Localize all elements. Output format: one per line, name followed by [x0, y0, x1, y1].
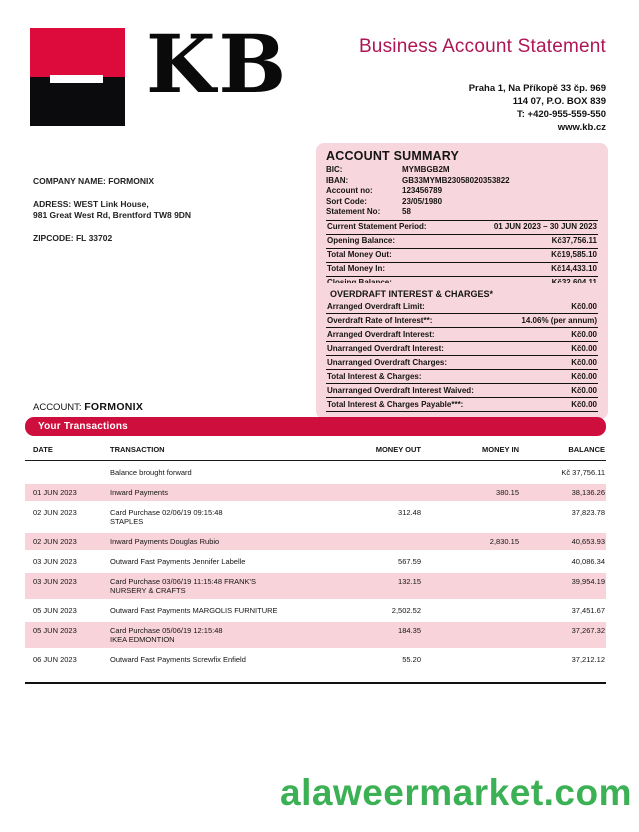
your-transactions-bar: Your Transactions [25, 417, 606, 436]
transaction-row [25, 651, 606, 668]
summary-balance-row [326, 249, 598, 263]
transaction-money-out: 184.35 [398, 626, 421, 635]
overdraft-row-value: Kč0.00 [571, 301, 597, 311]
account-label: ACCOUNT: [33, 402, 85, 413]
transaction-money-in: 380.15 [496, 488, 519, 497]
summary-balance-label: Opening Balance: [327, 236, 396, 245]
overdraft-row-value: Kč0.00 [571, 399, 597, 409]
summary-info-row [326, 207, 598, 218]
account-name: FORMONIX [84, 401, 144, 413]
overdraft-row-label: Unarranged Overdraft Interest: [327, 343, 444, 353]
overdraft-row-label: Total Interest & Charges: [327, 371, 422, 381]
summary-info-label: BIC: [326, 165, 343, 174]
transaction-balance: 37,451.67 [571, 606, 605, 615]
summary-info-row [326, 176, 598, 187]
transaction-money-out: 312.48 [398, 508, 421, 517]
overdraft-row-value: Kč0.00 [571, 385, 597, 395]
transaction-description-line-1: Outward Fast Payments Jennifer Labelle [110, 557, 246, 566]
summary-info-label: Statement No: [326, 207, 381, 216]
summary-balance-row [326, 221, 598, 235]
transaction-row [25, 622, 606, 648]
overdraft-row-label: Unarranged Overdraft Charges: [327, 357, 448, 367]
transaction-money-out: 567.59 [398, 557, 421, 566]
watermark-text: alaweermarket.com [280, 772, 632, 813]
transaction-description-line-2: STAPLES [110, 517, 144, 526]
kb-logo-red-half [30, 28, 125, 77]
header-money-out: MONEY OUT [375, 445, 421, 454]
overdraft-row-value: Kč0.00 [571, 357, 597, 367]
overdraft-row-value: Kč0.00 [571, 343, 597, 353]
transaction-description-line-1: Card Purchase 03/06/19 11:15:48 FRANK'S [110, 577, 256, 586]
transaction-date: 03 JUN 2023 [33, 557, 77, 566]
summary-info-value: 58 [402, 207, 411, 216]
transaction-description [110, 655, 356, 664]
summary-balance-label: Total Money Out: [327, 250, 392, 259]
transaction-money-in [421, 468, 519, 477]
overdraft-row [326, 356, 598, 370]
transaction-date: 01 JUN 2023 [33, 488, 77, 497]
transaction-date: 03 JUN 2023 [33, 577, 77, 586]
transaction-description-line-1: Balance brought forward [110, 468, 192, 477]
transaction-money-out: 55.20 [402, 655, 421, 664]
transaction-money-out: 2,502.52 [391, 606, 421, 615]
transaction-money-out: 132.15 [398, 577, 421, 586]
transaction-balance: 40,086.34 [571, 557, 605, 566]
transaction-description [110, 468, 356, 477]
transaction-description-line-2: NURSERY & CRAFTS [110, 586, 186, 595]
transaction-date: 05 JUN 2023 [33, 626, 77, 635]
summary-info-label: IBAN: [326, 175, 349, 185]
transaction-balance: 38,136.26 [571, 488, 605, 497]
transaction-money-in [421, 577, 519, 595]
overdraft-row-label: Arranged Overdraft Interest: [327, 329, 435, 339]
overdraft-row-value: Kč0.00 [571, 329, 597, 339]
transaction-row [25, 573, 606, 599]
transaction-row [25, 484, 606, 501]
company-zipcode-line: ZIPCODE: FL 33702 [33, 233, 113, 243]
summary-balance-row [326, 263, 598, 277]
overdraft-row [326, 342, 598, 356]
transaction-date: 02 JUN 2023 [33, 537, 77, 546]
transaction-row [25, 533, 606, 550]
transaction-description [110, 577, 356, 595]
summary-info-label: Account no: [326, 186, 373, 195]
overdraft-title: OVERDRAFT INTEREST & CHARGES* [330, 289, 494, 299]
kb-logo [30, 28, 125, 126]
transaction-description-line-1: Card Purchase 02/06/19 09:15:48 [110, 508, 223, 517]
summary-info-row [326, 197, 598, 208]
overdraft-row [326, 314, 598, 328]
transaction-row [25, 464, 606, 481]
summary-info-value: MYMBGB2M [402, 165, 450, 174]
account-line [33, 401, 143, 413]
transaction-description [110, 557, 356, 566]
transaction-money-in [421, 557, 519, 566]
transaction-balance: 37,267.32 [571, 626, 605, 635]
kb-wordmark: KB [146, 17, 290, 111]
summary-info-label: Sort Code: [326, 196, 367, 206]
summary-balance-row [326, 235, 598, 249]
transaction-description [110, 626, 356, 644]
account-summary-balance-rows [326, 220, 598, 291]
overdraft-row [326, 300, 598, 314]
transaction-row [25, 504, 606, 530]
transaction-description-line-1: Card Purchase 05/06/19 12:15:48 [110, 626, 223, 635]
transaction-money-out [356, 468, 421, 477]
transaction-balance: 37,823.78 [571, 508, 605, 517]
summary-info-row [326, 186, 598, 197]
summary-balance-value: Kč19,585.10 [551, 250, 597, 259]
header-balance: BALANCE [568, 445, 605, 454]
table-bottom-rule [25, 682, 606, 684]
bank-address [469, 82, 606, 134]
account-summary-info-rows [326, 165, 598, 218]
overdraft-box [316, 283, 608, 419]
transaction-description-line-1: Outward Fast Payments MARGOLIS FURNITURE [110, 606, 278, 615]
transaction-balance: Kč 37,756.11 [561, 468, 605, 477]
transactions-table-header [25, 441, 606, 461]
summary-balance-label: Total Money In: [327, 264, 386, 273]
transaction-balance: 37,212.12 [571, 655, 605, 664]
bank-address-line: T: +420-955-559-550 [517, 109, 606, 120]
account-summary-title: ACCOUNT SUMMARY [326, 149, 460, 163]
company-name-line: COMPANY NAME: FORMONIX [33, 176, 155, 186]
kb-logo-black-half [30, 77, 125, 126]
transaction-money-in: 2,830.15 [489, 537, 519, 546]
overdraft-row-label: Unarranged Overdraft Interest Waived: [327, 385, 474, 395]
transaction-date: 06 JUN 2023 [33, 655, 77, 664]
overdraft-rows [326, 300, 598, 412]
header-transaction: TRANSACTION [110, 445, 165, 454]
summary-info-row [326, 165, 598, 176]
summary-info-value: 123456789 [402, 186, 443, 195]
overdraft-row-value: Kč0.00 [571, 371, 597, 381]
header-money-in: MONEY IN [482, 445, 519, 454]
header-date: DATE [33, 445, 53, 454]
transaction-date [33, 468, 110, 477]
overdraft-row [326, 398, 598, 412]
summary-balance-value: Kč14,433.10 [551, 264, 597, 273]
summary-balance-value: Kč37,756.11 [551, 236, 597, 245]
overdraft-row-label: Total Interest & Charges Payable***: [327, 399, 464, 409]
transaction-money-out [356, 537, 421, 546]
bank-address-line: Praha 1, Na Příkopě 33 čp. 969 [468, 83, 606, 94]
transaction-money-in [421, 655, 519, 664]
overdraft-row [326, 384, 598, 398]
transaction-money-in [421, 626, 519, 644]
transaction-row [25, 602, 606, 619]
transaction-row [25, 553, 606, 570]
overdraft-row [326, 328, 598, 342]
bank-address-line: 114 07, P.O. BOX 839 [512, 96, 606, 107]
transaction-description [110, 488, 356, 497]
transaction-description-line-1: Inward Payments Douglas Rubio [110, 537, 220, 546]
company-info [33, 176, 191, 244]
summary-balance-value: 01 JUN 2023 – 30 JUN 2023 [493, 222, 597, 231]
overdraft-row-label: Overdraft Rate of Interest**: [327, 315, 433, 325]
transactions-table-body [25, 464, 606, 668]
overdraft-row-value: 14.06% (per annum) [521, 315, 597, 325]
transaction-money-in [421, 508, 519, 526]
kb-logo-white-bar [50, 75, 103, 83]
overdraft-row-label: Arranged Overdraft Limit: [327, 301, 425, 311]
bank-website: www.kb.cz [557, 122, 606, 133]
transaction-balance: 39,954.19 [571, 577, 605, 586]
transaction-description [110, 508, 356, 526]
transaction-money-in [421, 606, 519, 615]
transaction-money-out [356, 488, 421, 497]
summary-balance-label: Current Statement Period: [327, 222, 427, 231]
page-title: Business Account Statement [358, 36, 606, 57]
summary-info-value: 23/05/1980 [402, 196, 443, 206]
transaction-description-line-2: IKEA EDMONTION [110, 635, 175, 644]
account-summary-box [316, 143, 608, 298]
transaction-date: 02 JUN 2023 [33, 508, 77, 517]
transaction-balance: 40,653.93 [571, 537, 605, 546]
transaction-description [110, 537, 356, 546]
company-address-line-2: 981 Great West Rd, Brentford TW8 9DN [33, 210, 192, 220]
transaction-description-line-1: Inward Payments [110, 488, 168, 497]
transaction-date: 05 JUN 2023 [33, 606, 77, 615]
transactions-table [25, 441, 606, 668]
summary-info-value: GB33MYMB23058020353822 [402, 175, 510, 185]
transaction-description-line-1: Outward Fast Payments Screwfix Enfield [110, 655, 246, 664]
overdraft-row [326, 370, 598, 384]
transaction-description [110, 606, 356, 615]
company-address-line-1: ADRESS: WEST Link House, [33, 199, 149, 209]
